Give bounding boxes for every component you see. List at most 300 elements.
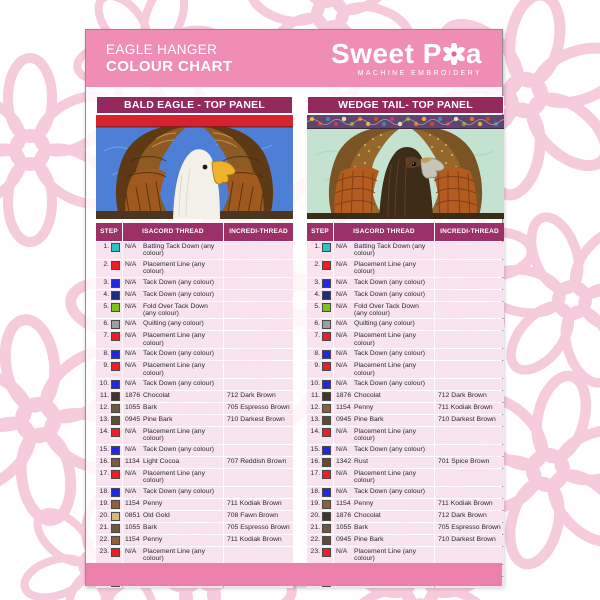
thread-color-swatch xyxy=(322,279,331,288)
thread-code: N/A xyxy=(336,487,348,495)
thread-color-swatch xyxy=(111,362,120,371)
step-number: 4. xyxy=(314,290,320,298)
thread-table-row xyxy=(307,331,504,348)
document-subtitle: EAGLE HANGER xyxy=(106,42,218,57)
thread-color-swatch xyxy=(111,392,120,401)
thread-color-swatch xyxy=(111,243,120,252)
thread-table-row xyxy=(96,457,293,468)
thread-color-swatch xyxy=(111,320,120,329)
thread-table-row xyxy=(307,349,504,360)
thread-color-swatch xyxy=(111,380,120,389)
thread-table-row xyxy=(307,290,504,301)
step-cell xyxy=(307,379,333,390)
thread-table-row xyxy=(307,535,504,546)
step-cell xyxy=(307,469,333,486)
column-header: INCREDI-THREAD xyxy=(224,223,293,241)
thread-color-swatch xyxy=(111,291,120,300)
thread-name: Chocolat xyxy=(354,392,381,400)
column-header: INCREDI-THREAD xyxy=(435,223,504,241)
step-cell xyxy=(96,415,122,426)
thread-name: Batting Tack Down (any colour) xyxy=(354,243,426,258)
thread-name: Placement Line (any colour) xyxy=(143,332,205,347)
thread-color-swatch xyxy=(322,536,331,545)
thread-table-row xyxy=(307,415,504,426)
incredi-cell xyxy=(224,278,293,289)
thread-code: N/A xyxy=(336,362,348,370)
step-cell xyxy=(96,487,122,498)
isacord-cell xyxy=(334,487,434,498)
thread-color-swatch xyxy=(322,458,331,467)
incredi-cell xyxy=(224,260,293,277)
thread-name: Tack Down (any colour) xyxy=(143,278,215,286)
step-number: 9. xyxy=(103,362,109,370)
thread-code: N/A xyxy=(125,320,137,328)
thread-name: Bark xyxy=(354,523,368,531)
thread-table-row xyxy=(307,379,504,390)
step-cell xyxy=(96,361,122,378)
isacord-cell xyxy=(334,290,434,301)
thread-table-row xyxy=(96,511,293,522)
thread-code: 1055 xyxy=(125,523,141,531)
thread-color-swatch xyxy=(111,500,120,509)
thread-name: Tack Down (any colour) xyxy=(143,380,215,388)
thread-name: Placement Line (any colour) xyxy=(143,547,205,563)
thread-color-swatch xyxy=(322,404,331,413)
thread-name: Tack Down (any colour) xyxy=(354,445,426,453)
thread-code: 1154 xyxy=(125,499,140,507)
thread-name: Pine Bark xyxy=(143,416,173,424)
step-number: 10. xyxy=(99,380,109,388)
thread-code: N/A xyxy=(125,380,137,388)
isacord-cell xyxy=(334,242,434,259)
panel-bald-eagle xyxy=(96,96,293,589)
thread-color-swatch xyxy=(322,380,331,389)
incredi-cell: 707 Reddish Brown xyxy=(224,457,293,468)
incredi-cell xyxy=(435,242,504,259)
thread-code: 1876 xyxy=(125,392,141,400)
step-number: 19. xyxy=(99,499,109,507)
isacord-cell xyxy=(123,469,223,486)
isacord-cell xyxy=(123,379,223,390)
isacord-cell xyxy=(123,302,223,319)
incredi-cell xyxy=(435,379,504,390)
thread-name: Placement Line (any colour) xyxy=(354,469,416,485)
thread-color-swatch xyxy=(322,362,331,371)
isacord-cell xyxy=(123,457,223,468)
thread-name: Placement Line (any colour) xyxy=(354,362,416,377)
step-cell xyxy=(307,242,333,259)
thread-name: Tack Down (any colour) xyxy=(354,487,426,495)
thread-name: Tack Down (any colour) xyxy=(143,290,215,298)
step-cell xyxy=(307,499,333,510)
step-cell xyxy=(96,319,122,330)
thread-table-row xyxy=(307,260,504,277)
thread-table-row xyxy=(96,302,293,319)
step-number: 11. xyxy=(311,392,320,400)
isacord-cell xyxy=(123,547,223,564)
thread-table-row xyxy=(307,469,504,486)
step-cell xyxy=(96,260,122,277)
step-cell xyxy=(307,511,333,522)
incredi-cell: 710 Darkest Brown xyxy=(435,535,504,546)
thread-name: Quilting (any colour) xyxy=(143,320,204,328)
step-number: 21. xyxy=(310,523,320,531)
isacord-cell xyxy=(334,278,434,289)
incredi-cell xyxy=(224,547,293,564)
thread-code: N/A xyxy=(125,243,137,250)
thread-table-row xyxy=(307,445,504,456)
thread-code: N/A xyxy=(336,243,348,250)
thread-table-row xyxy=(96,278,293,289)
thread-table-row xyxy=(307,242,504,259)
incredi-cell xyxy=(224,379,293,390)
thread-table-row xyxy=(96,242,293,259)
step-number: 7. xyxy=(103,332,109,340)
thread-table-row xyxy=(96,319,293,330)
column-header: STEP xyxy=(307,223,333,241)
step-cell xyxy=(96,379,122,390)
thread-code: N/A xyxy=(125,350,137,358)
isacord-cell xyxy=(123,391,223,402)
thread-name: Chocolat xyxy=(143,392,170,400)
thread-color-swatch xyxy=(322,416,331,425)
thread-code: N/A xyxy=(336,320,348,328)
thread-name: Quilting (any colour) xyxy=(354,320,415,328)
step-number: 15. xyxy=(99,445,109,453)
thread-code: N/A xyxy=(336,290,348,298)
thread-table-row xyxy=(96,403,293,414)
column-header: STEP xyxy=(96,223,122,241)
thread-name: Placement Line (any colour) xyxy=(143,469,205,485)
incredi-cell xyxy=(224,445,293,456)
thread-table-row xyxy=(307,547,504,564)
isacord-cell xyxy=(334,547,434,564)
thread-color-swatch xyxy=(322,332,331,341)
thread-code: N/A xyxy=(125,547,137,555)
thread-name: Placement Line (any colour) xyxy=(354,332,416,347)
step-cell xyxy=(307,290,333,301)
thread-name: Tack Down (any colour) xyxy=(143,487,215,495)
step-number: 1. xyxy=(314,243,320,250)
thread-name: Penny xyxy=(354,499,374,507)
thread-color-swatch xyxy=(111,524,120,533)
isacord-cell xyxy=(123,511,223,522)
incredi-cell xyxy=(435,427,504,444)
thread-code: N/A xyxy=(336,278,348,286)
isacord-cell xyxy=(334,445,434,456)
incredi-cell xyxy=(224,469,293,486)
thread-name: Bark xyxy=(143,523,157,531)
flower-icon xyxy=(443,43,465,65)
incredi-cell: 701 Spice Brown xyxy=(435,457,504,468)
thread-color-swatch xyxy=(111,458,120,467)
step-number: 15. xyxy=(310,445,320,453)
thread-name: Placement Line (any colour) xyxy=(354,428,416,443)
incredi-cell xyxy=(435,487,504,498)
step-cell xyxy=(307,535,333,546)
incredi-cell: 712 Dark Brown xyxy=(435,511,504,522)
step-number: 12. xyxy=(99,404,109,412)
thread-table-row xyxy=(307,457,504,468)
thread-table-row xyxy=(307,499,504,510)
incredi-cell xyxy=(435,331,504,348)
thread-code: N/A xyxy=(125,487,137,495)
brand-name-left: Sweet P xyxy=(331,38,442,69)
step-cell xyxy=(307,547,333,564)
isacord-cell xyxy=(123,535,223,546)
isacord-cell xyxy=(334,469,434,486)
step-cell xyxy=(307,349,333,360)
thread-code: 1154 xyxy=(336,404,351,412)
thread-name: Chocolat xyxy=(354,511,381,519)
step-number: 10. xyxy=(310,380,320,388)
thread-code: N/A xyxy=(336,445,348,453)
incredi-cell xyxy=(435,278,504,289)
thread-code: N/A xyxy=(336,380,348,388)
thread-table-row xyxy=(96,535,293,546)
brand-logo xyxy=(331,40,482,77)
brand-name xyxy=(331,40,482,68)
step-cell xyxy=(96,535,122,546)
thread-code: N/A xyxy=(336,469,348,477)
bald-eagle-image xyxy=(96,115,293,219)
isacord-cell xyxy=(123,415,223,426)
thread-code: 1342 xyxy=(336,457,352,465)
incredi-cell xyxy=(224,427,293,444)
thread-code: N/A xyxy=(125,302,137,310)
step-number: 9. xyxy=(314,362,320,370)
thread-code: N/A xyxy=(125,469,137,477)
thread-table-row xyxy=(96,260,293,277)
step-cell xyxy=(307,415,333,426)
thread-color-swatch xyxy=(111,350,120,359)
step-cell xyxy=(96,427,122,444)
thread-code: 0945 xyxy=(125,416,141,424)
incredi-cell: 708 Fawn Brown xyxy=(224,511,293,522)
isacord-cell xyxy=(123,523,223,534)
incredi-cell xyxy=(435,302,504,319)
isacord-cell xyxy=(123,427,223,444)
isacord-cell xyxy=(334,427,434,444)
isacord-cell xyxy=(334,403,434,414)
step-number: 4. xyxy=(103,290,109,298)
colour-chart-page xyxy=(85,29,503,586)
thread-table-row xyxy=(307,391,504,402)
panel-title-bald-eagle: BALD EAGLE - TOP PANEL xyxy=(96,96,293,114)
step-number: 2. xyxy=(103,260,109,268)
step-cell xyxy=(96,391,122,402)
isacord-cell xyxy=(334,302,434,319)
isacord-cell xyxy=(334,349,434,360)
isacord-cell xyxy=(334,499,434,510)
isacord-cell xyxy=(123,445,223,456)
step-number: 20. xyxy=(99,511,109,519)
thread-color-swatch xyxy=(111,488,120,497)
incredi-cell xyxy=(224,487,293,498)
incredi-cell: 711 Kodiak Brown xyxy=(435,499,504,510)
incredi-cell xyxy=(224,361,293,378)
thread-color-swatch xyxy=(111,428,120,437)
step-cell xyxy=(307,302,333,319)
incredi-cell xyxy=(435,260,504,277)
table-header-row xyxy=(96,223,293,241)
thread-color-swatch xyxy=(111,332,120,341)
thread-name: Tack Down (any colour) xyxy=(354,278,426,286)
thread-code: N/A xyxy=(125,290,137,298)
document-title: COLOUR CHART xyxy=(106,58,233,75)
step-number: 18. xyxy=(310,487,320,495)
step-cell xyxy=(307,319,333,330)
step-number: 8. xyxy=(103,350,109,358)
thread-code: N/A xyxy=(125,445,137,453)
step-cell xyxy=(96,511,122,522)
step-number: 12. xyxy=(310,404,320,412)
thread-table-row xyxy=(96,445,293,456)
thread-name: Tack Down (any colour) xyxy=(143,445,215,453)
step-number: 17. xyxy=(310,469,320,477)
step-number: 22. xyxy=(310,535,320,543)
isacord-cell xyxy=(334,361,434,378)
panel-title-wedge-tail: WEDGE TAIL- TOP PANEL xyxy=(307,96,504,114)
page-header xyxy=(86,30,502,87)
thread-color-swatch xyxy=(111,548,120,557)
incredi-cell xyxy=(224,290,293,301)
incredi-cell xyxy=(435,290,504,301)
step-cell xyxy=(96,403,122,414)
step-number: 16. xyxy=(310,457,320,465)
incredi-cell: 710 Darkest Brown xyxy=(435,415,504,426)
thread-color-swatch xyxy=(322,350,331,359)
document-title-block xyxy=(106,42,232,75)
thread-table-row xyxy=(96,415,293,426)
wedge-tail-image xyxy=(307,115,504,219)
thread-color-swatch xyxy=(322,500,331,509)
thread-table-row xyxy=(307,511,504,522)
isacord-cell xyxy=(123,242,223,259)
thread-color-swatch xyxy=(111,404,120,413)
thread-color-swatch xyxy=(322,392,331,401)
thread-name: Tack Down (any colour) xyxy=(354,380,426,388)
incredi-cell: 705 Espresso Brown xyxy=(435,523,504,534)
thread-code: N/A xyxy=(125,362,137,370)
step-number: 3. xyxy=(103,278,109,286)
incredi-cell xyxy=(435,445,504,456)
isacord-cell xyxy=(334,457,434,468)
step-number: 14. xyxy=(310,428,320,436)
thread-name: Placement Line (any colour) xyxy=(143,362,205,377)
thread-table-row xyxy=(96,361,293,378)
thread-color-swatch xyxy=(322,470,331,479)
thread-name: Placement Line (any colour) xyxy=(354,260,416,276)
thread-name: Penny xyxy=(143,535,163,543)
step-cell xyxy=(96,302,122,319)
step-cell xyxy=(96,242,122,259)
step-number: 14. xyxy=(99,428,109,436)
thread-color-swatch xyxy=(111,416,120,425)
incredi-cell xyxy=(435,349,504,360)
thread-name: Penny xyxy=(354,404,374,412)
step-number: 2. xyxy=(314,260,320,268)
step-cell xyxy=(307,523,333,534)
isacord-cell xyxy=(123,260,223,277)
step-number: 5. xyxy=(314,302,320,310)
incredi-cell: 705 Espresso Brown xyxy=(224,403,293,414)
thread-code: 1055 xyxy=(125,404,141,412)
isacord-cell xyxy=(123,361,223,378)
thread-color-swatch xyxy=(111,446,120,455)
incredi-cell xyxy=(224,349,293,360)
isacord-cell xyxy=(334,319,434,330)
step-cell xyxy=(307,391,333,402)
incredi-cell: 711 Kodiak Brown xyxy=(224,535,293,546)
step-number: 22. xyxy=(99,535,109,543)
thread-table-row xyxy=(307,427,504,444)
step-number: 6. xyxy=(314,320,320,328)
thread-name: Fold Over Tack Down (any colour) xyxy=(354,302,419,318)
thread-code: 0945 xyxy=(336,416,352,424)
isacord-cell xyxy=(123,319,223,330)
isacord-cell xyxy=(123,290,223,301)
step-cell xyxy=(96,290,122,301)
step-cell xyxy=(96,445,122,456)
thread-table-row xyxy=(96,427,293,444)
thread-color-swatch xyxy=(322,428,331,437)
step-cell xyxy=(307,487,333,498)
thread-table-row xyxy=(307,487,504,498)
thread-table-row xyxy=(96,379,293,390)
thread-color-swatch xyxy=(322,320,331,329)
thread-code: N/A xyxy=(336,302,348,310)
thread-table-bald-eagle xyxy=(96,223,293,588)
step-cell xyxy=(96,469,122,486)
thread-color-swatch xyxy=(111,261,120,270)
thread-name: Rust xyxy=(354,457,368,465)
step-number: 5. xyxy=(103,302,109,310)
brand-name-right: a xyxy=(465,38,482,69)
thread-code: N/A xyxy=(336,428,348,436)
thread-color-swatch xyxy=(322,446,331,455)
thread-table-row xyxy=(96,290,293,301)
thread-table-row xyxy=(96,487,293,498)
brand-subtitle: MACHINE EMBROIDERY xyxy=(357,70,482,77)
step-number: 6. xyxy=(103,320,109,328)
isacord-cell xyxy=(334,523,434,534)
step-cell xyxy=(307,403,333,414)
step-number: 3. xyxy=(314,278,320,286)
step-number: 16. xyxy=(99,457,109,465)
step-cell xyxy=(96,278,122,289)
isacord-cell xyxy=(334,260,434,277)
isacord-cell xyxy=(334,379,434,390)
thread-code: 1876 xyxy=(336,511,352,519)
step-number: 18. xyxy=(99,487,109,495)
thread-table-row xyxy=(96,391,293,402)
step-cell xyxy=(96,331,122,348)
thread-code: 1154 xyxy=(125,535,140,543)
incredi-cell: 710 Darkest Brown xyxy=(224,415,293,426)
step-number: 8. xyxy=(314,350,320,358)
isacord-cell xyxy=(123,331,223,348)
isacord-cell xyxy=(334,511,434,522)
step-number: 23. xyxy=(310,547,320,555)
step-number: 1. xyxy=(103,243,109,250)
step-number: 20. xyxy=(310,511,320,519)
thread-color-swatch xyxy=(322,512,331,521)
step-cell xyxy=(96,523,122,534)
incredi-cell: 711 Kodiak Brown xyxy=(435,403,504,414)
incredi-cell: 712 Dark Brown xyxy=(435,391,504,402)
incredi-cell xyxy=(435,547,504,564)
